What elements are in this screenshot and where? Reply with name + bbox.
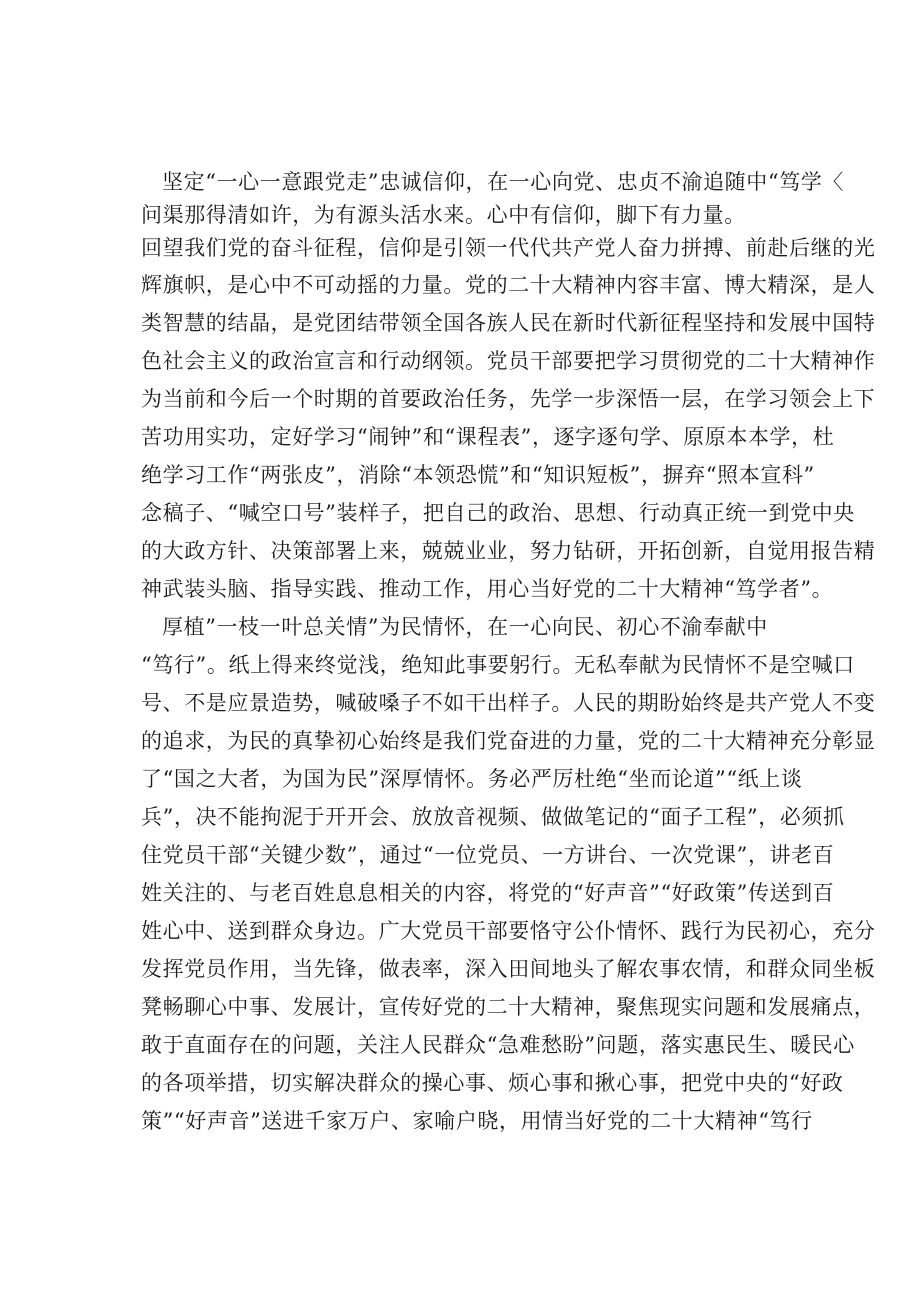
text-line: 为当前和今后一个时期的首要政治任务，先学一步深悟一层，在学习领会上下: [141, 387, 876, 411]
text-line: 敢于直面存在的问题，关注人民群众“急难愁盼”问题，落实惠民生、暖民心: [141, 1033, 855, 1057]
text-line: 的各项举措，切实解决群众的操心事、烦心事和揪心事，把党中央的“好政: [141, 1071, 844, 1095]
text-line: 策”“好声音”送进千家万户、家喻户晓，用情当好党的二十大精神“笃行: [141, 1109, 813, 1133]
text-line: 类智慧的结晶，是党团结带领全国各族人民在新时代新征程坚持和发展中国特: [141, 311, 876, 335]
text-line: 住党员干部“关键少数”，通过“一位党员、一方讲台、一次党课”，讲老百: [141, 843, 835, 867]
text-line: 绝学习工作“两张皮”，消除“本领恐慌”和“知识短板”，摒弃“照本宣科”: [141, 463, 815, 487]
text-line: 凳畅聊心中事、发展计，宣传好党的二十大精神，聚焦现实问题和发展痛点，: [141, 995, 876, 1019]
text-line: 苦功用实功，定好学习“闹钟”和“课程表”，逐字逐句学、原原本本学，杜: [141, 425, 835, 449]
text-line: 问渠那得清如许，为有源头活水来。心中有信仰，脚下有力量。: [141, 203, 746, 227]
text-line: 坚定“一心一意跟党走”忠诚信仰，在一心向党、忠贞不渝追随中“笃学〈: [162, 170, 845, 194]
text-line: 姓关注的、与老百姓息息相关的内容，将党的“好声音”“好政策”传送到百: [141, 881, 835, 905]
text-line: 兵”，决不能拘泥于开开会、放放音视频、做做笔记的“面子工程”，必须抓: [141, 805, 845, 829]
text-line: 色社会主义的政治宣言和行动纲领。党员干部要把学习贯彻党的二十大精神作: [141, 349, 876, 373]
text-line: 厚植”一枝一叶总关情”为民情怀，在一心向民、初心不渝奉献中: [162, 615, 768, 639]
text-line: 的追求，为民的真挚初心始终是我们党奋进的力量，党的二十大精神充分彰显: [141, 729, 876, 753]
text-line: 回望我们党的奋斗征程，信仰是引领一代代共产党人奋力拼搏、前赴后继的光: [141, 236, 876, 260]
text-line: 发挥党员作用，当先锋，做表率，深入田间地头了解农事农情，和群众同坐板: [141, 957, 876, 981]
text-line: 神武装头脑、指导实践、推动工作，用心当好党的二十大精神“笃学者”。: [141, 577, 834, 601]
text-line: 姓心中、送到群众身边。广大党员干部要恪守公仆情怀、践行为民初心，充分: [141, 919, 876, 943]
text-line: 了“国之大者，为国为民”深厚情怀。务必严厉杜绝“坐而论道”“纸上谈: [141, 767, 803, 791]
text-line: 念稿子、“喊空口号”装样子，把自己的政治、思想、行动真正统一到党中央: [141, 501, 855, 525]
text-line: 的大政方针、决策部署上来，兢兢业业，努力钻研，开拓创新，自觉用报告精: [141, 539, 876, 563]
text-line: 号、不是应景造势，喊破嗓子不如干出样子。人民的期盼始终是共产党人不变: [141, 691, 876, 715]
text-line: “笃行”。纸上得来终觉浅，绝知此事要躬行。无私奉献为民情怀不是空喊口: [141, 653, 855, 677]
text-line: 辉旗帜，是心中不可动摇的力量。党的二十大精神内容丰富、博大精深，是人: [141, 273, 876, 297]
